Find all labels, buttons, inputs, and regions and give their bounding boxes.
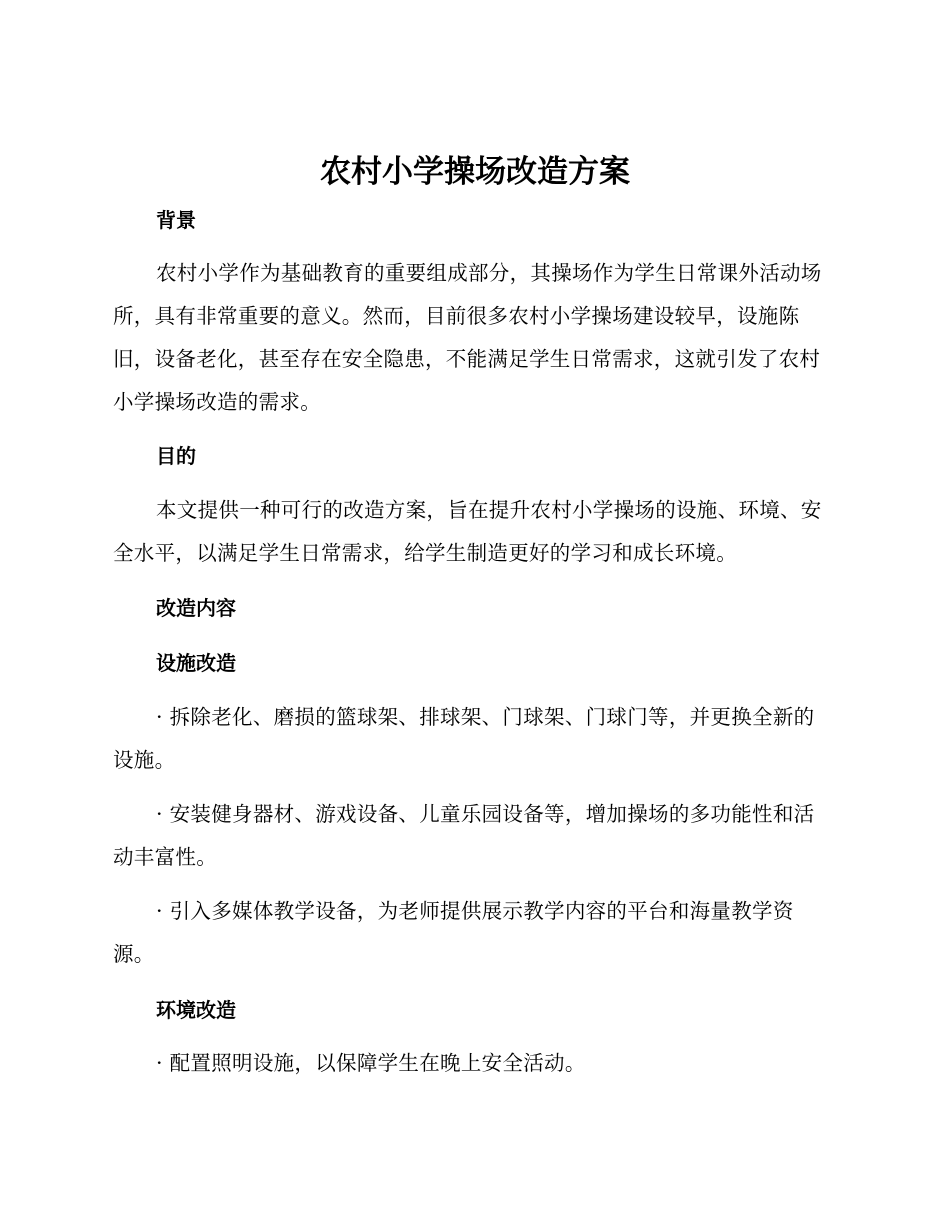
list-item-facility-3: · 引入多媒体教学设备，为老师提供展示教学内容的平台和海量教学资源。 <box>113 899 794 966</box>
subsection-heading-facility: 设施改造 <box>156 651 236 675</box>
section-heading-purpose: 目的 <box>156 444 196 468</box>
paragraph-purpose: 本文提供一种可行的改造方案，旨在提升农村小学操场的设施、环境、安全水平，以满足学生日常需求，给学生制造更好的学习和成长环境。 <box>113 498 822 565</box>
section-heading-background: 背景 <box>156 208 196 232</box>
section-heading-content: 改造内容 <box>156 596 236 620</box>
list-item-facility-1: · 拆除老化、磨损的篮球架、排球架、门球架、门球门等，并更换全新的设施。 <box>113 705 815 772</box>
list-item-facility-2: · 安装健身器材、游戏设备、儿童乐园设备等，增加操场的多功能性和活动丰富性。 <box>113 802 815 869</box>
document-title: 农村小学操场改造方案 <box>320 154 630 190</box>
paragraph-background: 农村小学作为基础教育的重要组成部分，其操场作为学生日常课外活动场所，具有非常重要的意义。然而，目前很多农村小学操场建设较早，设施陈旧，设备老化，甚至存在安全隐患，不能满足学生日常需求，这就引发了农村小学操场改造的需求。 <box>113 261 822 414</box>
subsection-heading-environment: 环境改造 <box>156 998 236 1022</box>
list-item-environment-1: · 配置照明设施，以保障学生在晚上安全活动。 <box>156 1051 586 1075</box>
